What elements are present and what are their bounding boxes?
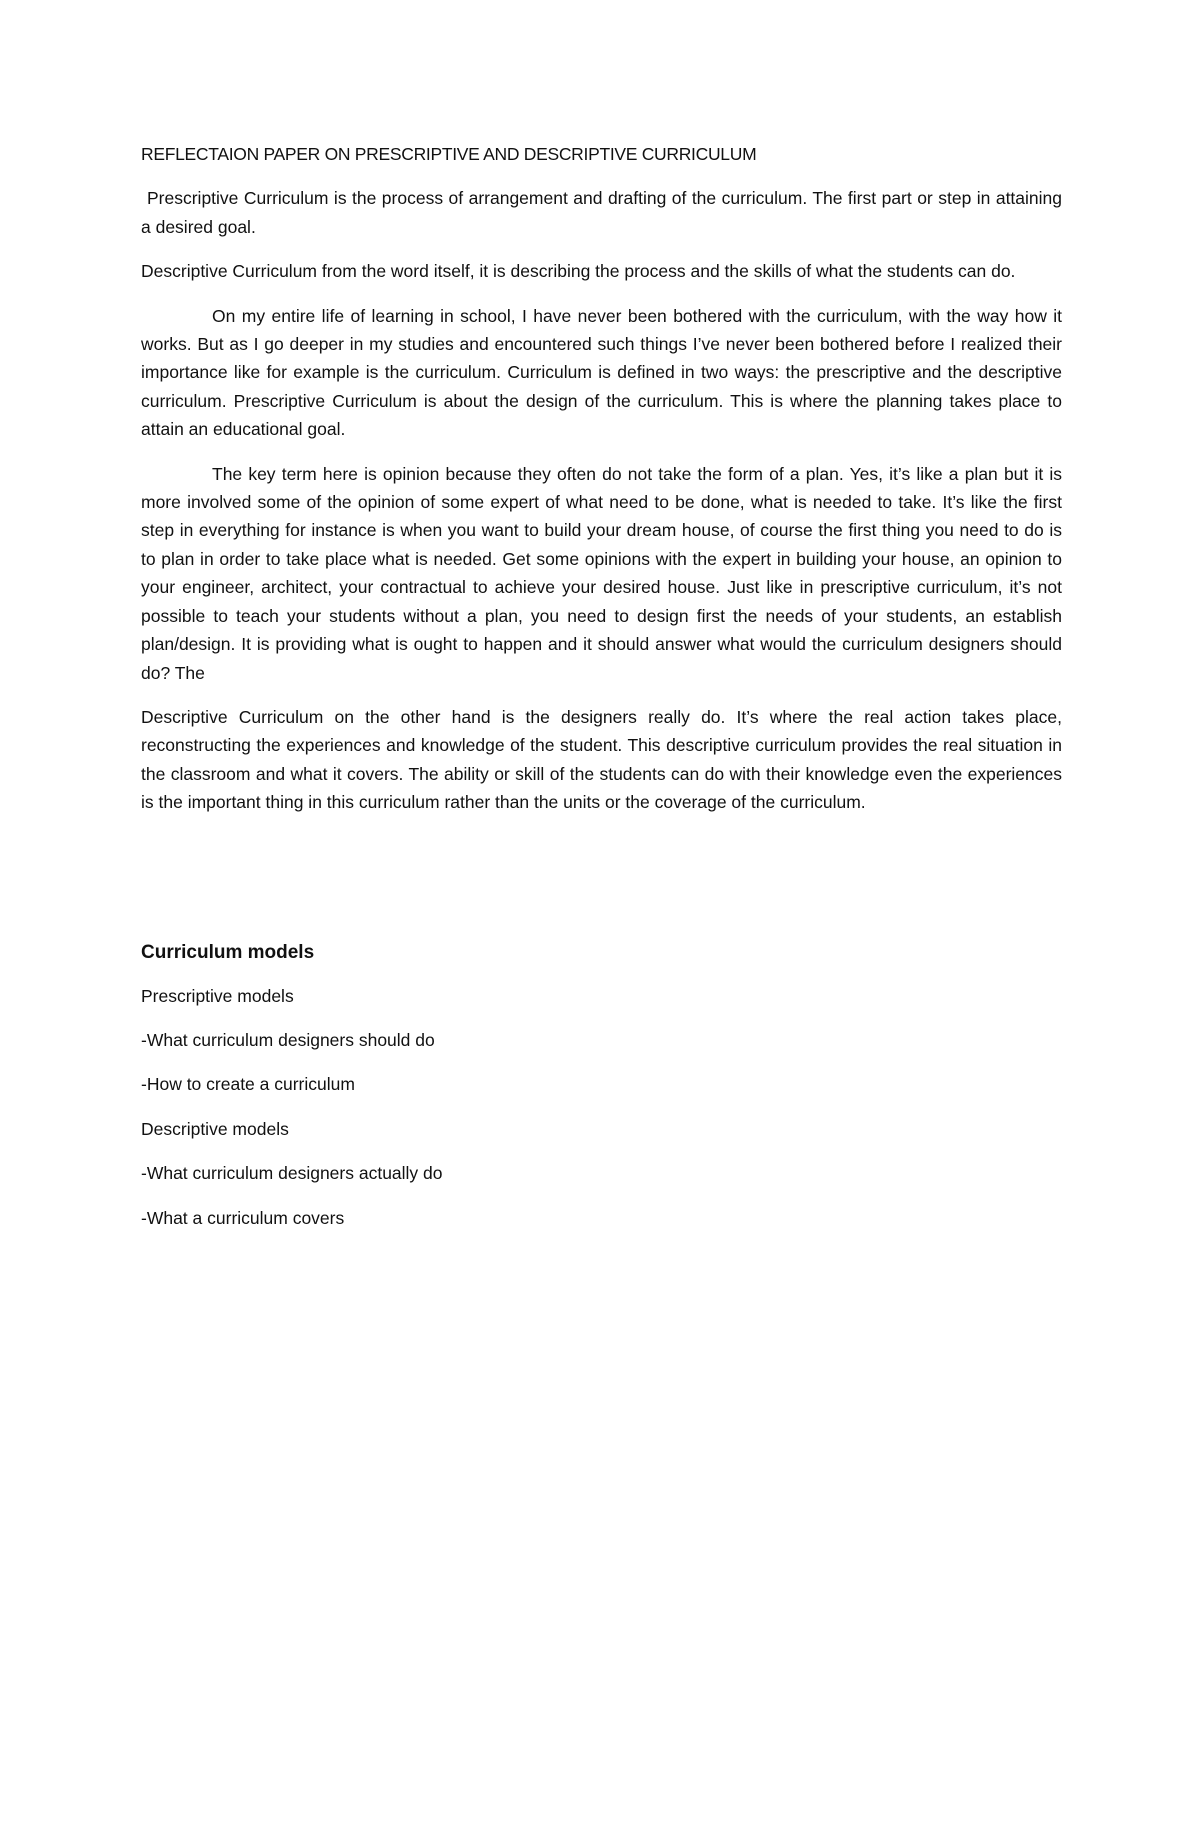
paragraph-descriptive-action: Descriptive Curriculum on the other hand is the designers really do. It’s where the real action takes place, reconstructing the experiences and knowledge of the student. This descriptive curriculum provides the real situation in the classroom and what it covers. The ability or skill of the students can do with their knowledge even the experiences is the important thing in this curriculum rather than the units or the coverage of the curriculum. xyxy=(141,706,1062,813)
models-line-descriptive-covers: -What a curriculum covers xyxy=(141,1207,345,1228)
paragraph-prescriptive-definition: Prescriptive Curriculum is the process of arrangement and drafting of the curriculum. The first part or step in attaining a desired goal. xyxy=(141,188,1062,237)
paragraph-reflection-intro: On my entire life of learning in school, I have never been bothered with the curriculum, with the way how it works. But as I go deeper in my studies and encountered such things I’ve never been bothered before I realized their importance like for example is the curriculum. Curriculum is defined in two ways: the prescriptive and the descriptive curriculum. Prescriptive Curriculum is about the design of the curriculum. This is where the planning takes place to attain an educational goal. xyxy=(141,305,1062,440)
models-line-prescriptive: Prescriptive models xyxy=(141,985,294,1006)
models-line-prescriptive-should-do: -What curriculum designers should do xyxy=(141,1029,435,1050)
paragraph-descriptive-definition: Descriptive Curriculum from the word itself, it is describing the process and the skills of what the students can do. xyxy=(141,261,1016,282)
models-line-descriptive: Descriptive models xyxy=(141,1118,289,1139)
section-heading-curriculum-models: Curriculum models xyxy=(141,941,315,963)
section-spacing xyxy=(141,833,1062,939)
paragraph-opinion-plan: The key term here is opinion because they often do not take the form of a plan. Yes, it’s like a plan but it is more involved some of the opinion of some expert of what need to be done, what is needed to take. It’s like the first step in everything for instance is when you want to build your dream house, of course the first thing you need to do is to plan in order to take place what is needed. Get some opinions with the expert in building your house, an opinion to your engineer, architect, your contractual to achieve your desired house. Just like in prescriptive curriculum, it’s not possible to teach your students without a plan, you need to design first the needs of your students, an establish plan/design. It is providing what is ought to happen and it should answer what would the curriculum designers should do? The xyxy=(141,463,1062,683)
document-title: REFLECTAION PAPER ON PRESCRIPTIVE AND DESCRIPTIVE CURRICULUM xyxy=(141,144,757,164)
models-line-prescriptive-create: -How to create a curriculum xyxy=(141,1074,355,1095)
document-content xyxy=(141,140,1062,1248)
models-line-descriptive-actually-do: -What curriculum designers actually do xyxy=(141,1163,443,1184)
